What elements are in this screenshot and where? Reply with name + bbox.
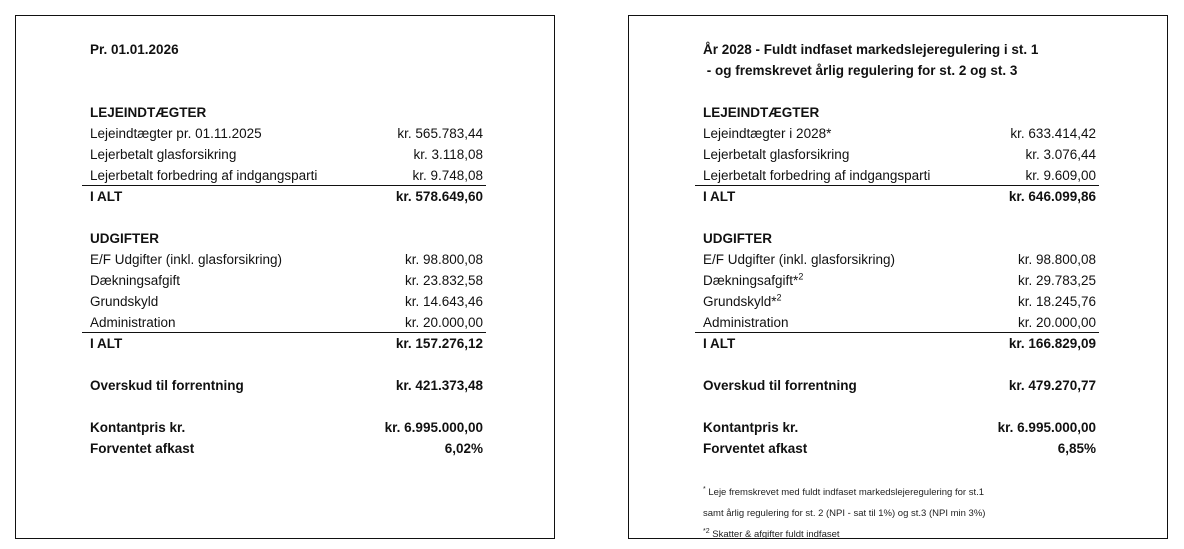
surplus-row: Overskud til forrentning kr. 421.373,48 bbox=[90, 378, 483, 393]
income-total-row: I ALT kr. 646.099,86 bbox=[703, 189, 1096, 204]
expenses-heading: UDGIFTER bbox=[90, 231, 159, 246]
expense-row: E/F Udgifter (inkl. glasforsikring) kr. 98.800,08 bbox=[703, 252, 1096, 267]
income-row: Lejerbetalt forbedring af indgangsparti kr. 9.609,00 bbox=[703, 165, 1096, 186]
income-row: Lejerbetalt glasforsikring kr. 3.118,08 bbox=[90, 147, 483, 162]
income-row: Lejerbetalt forbedring af indgangsparti kr. 9.748,08 bbox=[90, 165, 483, 186]
footnotes bbox=[703, 482, 985, 545]
current-budget-panel bbox=[15, 15, 555, 539]
income-row: Lejeindtægter pr. 01.11.2025 kr. 565.783,44 bbox=[90, 126, 483, 141]
expense-row: Administration kr. 20.000,00 bbox=[90, 312, 483, 333]
current-budget-content bbox=[90, 39, 483, 459]
income-heading: LEJEINDTÆGTER bbox=[703, 105, 820, 120]
footnote: $^{*2}$ Skatter & afgifter fuldt indfaset bbox=[703, 527, 840, 540]
panel-title: Pr. 01.01.2026 bbox=[90, 42, 179, 57]
footnote: * Leje fremskrevet med fuldt indfaset markedslejeregulering for st.1 bbox=[703, 485, 985, 498]
panel-title-line-1: År 2028 - Fuldt indfaset markedslejeregulering i st. 1 bbox=[703, 42, 1039, 57]
expense-row: Dækningsafgift kr. 23.832,58 bbox=[90, 273, 483, 288]
projected-budget-panel bbox=[628, 15, 1168, 539]
expense-row: Dækningsafgift*$^2$ kr. 29.783,25 bbox=[703, 271, 1096, 288]
cash-price-row: Kontantpris kr. kr. 6.995.000,00 bbox=[703, 420, 1096, 435]
surplus-row: Overskud til forrentning kr. 479.270,77 bbox=[703, 378, 1096, 393]
projected-budget-content bbox=[703, 39, 1096, 459]
footnote-ref: 2 bbox=[798, 271, 804, 282]
expenses-total-row: I ALT kr. 166.829,09 bbox=[703, 336, 1096, 351]
income-row: Lejerbetalt glasforsikring kr. 3.076,44 bbox=[703, 147, 1096, 162]
footnote-ref: 2 bbox=[776, 292, 782, 303]
expected-yield-row: Forventet afkast 6,85% bbox=[703, 441, 1096, 456]
expenses-heading: UDGIFTER bbox=[703, 231, 772, 246]
income-total-row: I ALT kr. 578.649,60 bbox=[90, 189, 483, 204]
income-row: Lejeindtægter i 2028* kr. 633.414,42 bbox=[703, 126, 1096, 141]
expense-row: Administration kr. 20.000,00 bbox=[703, 312, 1096, 333]
expenses-total-row: I ALT kr. 157.276,12 bbox=[90, 336, 483, 351]
expected-yield-row: Forventet afkast 6,02% bbox=[90, 441, 483, 456]
panel-title-line-2: - og fremskrevet årlig regulering for st. 2 og st. 3 bbox=[703, 63, 1018, 78]
expense-row: Grundskyld*$^2$ kr. 18.245,76 bbox=[703, 292, 1096, 309]
footnote: samt årlig regulering for st. 2 (NPI - sat til 1%) og st.3 (NPI min 3%) bbox=[703, 508, 986, 519]
cash-price-row: Kontantpris kr. kr. 6.995.000,00 bbox=[90, 420, 483, 435]
income-heading: LEJEINDTÆGTER bbox=[90, 105, 207, 120]
expense-row: Grundskyld kr. 14.643,46 bbox=[90, 294, 483, 309]
expense-row: E/F Udgifter (inkl. glasforsikring) kr. 98.800,08 bbox=[90, 252, 483, 267]
